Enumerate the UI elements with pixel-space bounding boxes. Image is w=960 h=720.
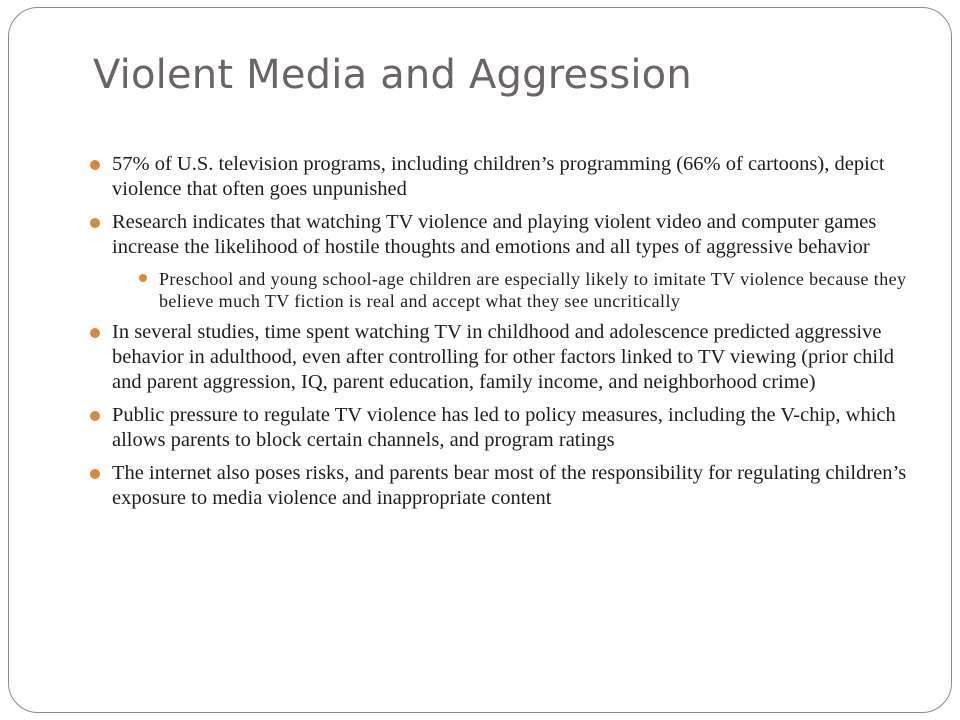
bullet-item [90,461,910,511]
bullet-text: 57% of U.S. television programs, including children’s programming (66% of cartoons), depict violence that often goes unpunished [112,153,885,200]
bullet-dot-icon [90,218,100,228]
bullet-list [90,152,910,511]
bullet-item [90,210,910,312]
bullet-text: Research indicates that watching TV violence and playing violent video and computer games increase the likelihood of hostile thoughts and emotions and all types of aggressive behavior [112,211,877,258]
bullet-text: Public pressure to regulate TV violence has led to policy measures, including the V-chip, which allows parents to block certain channels, and program ratings [112,404,896,451]
slide-content [90,152,910,519]
bullet-text: In several studies, time spent watching TV in childhood and adolescence predicted aggressive behavior in adulthood, even after controlling for other factors linked to TV viewing (prior child and parent aggression, IQ, parent education, family income, and neighborhood crime) [112,321,895,393]
bullet-text: The internet also poses risks, and parents bear most of the responsibility for regulating children’s exposure to media violence and inappropriate content [112,462,907,509]
bullet-item [90,152,910,202]
sub-bullet-item [139,268,910,312]
bullet-item [90,403,910,453]
slide-title: Violent Media and Aggression [93,52,692,98]
bullet-dot-icon [90,411,100,421]
bullet-dot-icon [90,328,100,338]
bullet-item [90,320,910,395]
bullet-dot-icon [90,160,100,170]
bullet-dot-icon [90,469,100,479]
sub-bullet-text: Preschool and young school-age children are especially likely to imitate TV violence because they believe much TV fiction is real and accept what they see uncritically [159,269,907,311]
bullet-dot-icon [139,274,147,282]
sub-bullet-list [112,268,910,312]
